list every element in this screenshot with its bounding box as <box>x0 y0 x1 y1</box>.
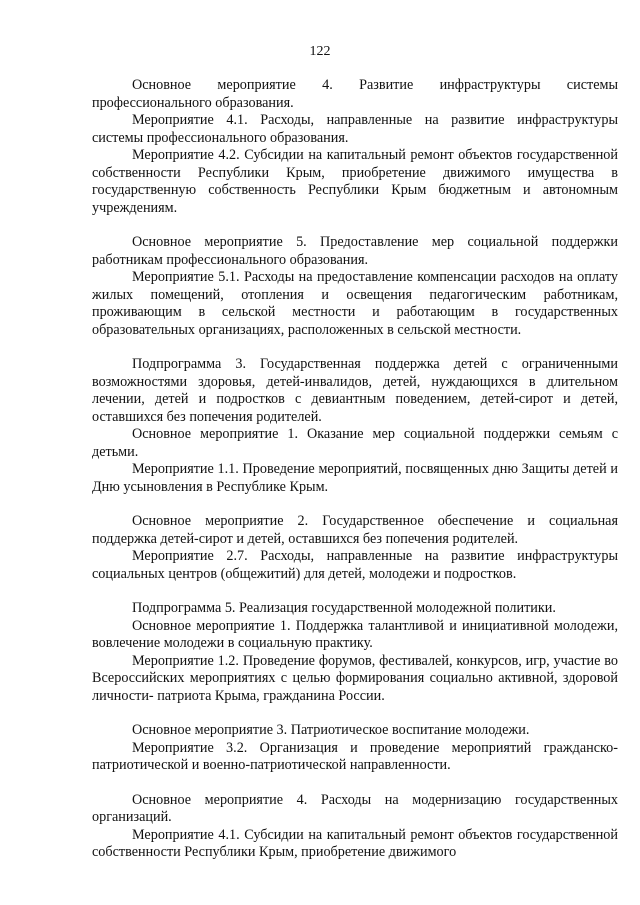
paragraph: Основное мероприятие 5. Предоставление мер социальной поддержки работникам профессионального образования. <box>92 234 618 268</box>
paragraph-gap <box>92 339 618 356</box>
paragraph: Мероприятие 4.1. Расходы, направленные на развитие инфраструктуры системы профессионального образования. <box>92 112 618 146</box>
paragraph: Основное мероприятие 2. Государственное обеспечение и социальная поддержка детей-сирот и детей, оставшихся без попечения родителей. <box>92 513 618 547</box>
document-body <box>92 77 618 862</box>
page-number: 122 <box>309 44 331 59</box>
paragraph: Мероприятие 5.1. Расходы на предоставление компенсации расходов на оплату жилых помещений, отопления и освещения педагогическим работникам, проживающим в сельской местности и работающим в государственных образовательных организациях, расположенных в сельской местности. <box>92 269 618 338</box>
paragraph: Основное мероприятие 4. Развитие инфраструктуры системы профессионального образования. <box>92 77 618 111</box>
paragraph: Мероприятие 2.7. Расходы, направленные на развитие инфраструктуры социальных центров (общежитий) для детей, молодежи и подростков. <box>92 548 618 582</box>
paragraph: Подпрограмма 3. Государственная поддержка детей с ограниченными возможностями здоровья, детей-инвалидов, детей, нуждающихся в длительном лечении, детей и подростков с девиантным поведением, детей-сирот и детей, оставшихся без попечения родителей. <box>92 356 618 425</box>
paragraph: Мероприятие 4.2. Субсидии на капитальный ремонт объектов государственной собственности Республики Крым, приобретение движимого имущества в государственную собственность Республики Крым бюджетным и автономным учреждениям. <box>92 147 618 216</box>
paragraph: Основное мероприятие 4. Расходы на модернизацию государственных организаций. <box>92 791 618 825</box>
paragraph: Мероприятие 1.2. Проведение форумов, фестивалей, конкурсов, игр, участие во Всероссийских мероприятиях с целью формирования социально активной, здоровой личности- патриота Крыма, гражданина России. <box>92 652 618 704</box>
paragraph-gap <box>92 705 618 722</box>
paragraph: Мероприятие 4.1. Субсидии на капитальный ремонт объектов государственной собственности Республики Крым, приобретение движимого <box>92 826 618 860</box>
paragraph: Мероприятие 3.2. Организация и проведение мероприятий гражданско-патриотической и военно-патриотической направленности. <box>92 739 618 773</box>
paragraph: Основное мероприятие 1. Оказание мер социальной поддержки семьям с детьми. <box>92 426 618 460</box>
paragraph-gap <box>92 217 618 234</box>
paragraph-gap <box>92 583 618 600</box>
paragraph-gap <box>92 496 618 513</box>
paragraph: Мероприятие 1.1. Проведение мероприятий, посвященных дню Защиты детей и Дню усыновления в Республике Крым. <box>92 461 618 495</box>
paragraph: Подпрограмма 5. Реализация государственной молодежной политики. <box>132 600 556 616</box>
paragraph: Основное мероприятие 1. Поддержка талантливой и инициативной молодежи, вовлечение молодежи в социальную практику. <box>92 617 618 651</box>
paragraph-gap <box>92 775 618 792</box>
paragraph: Основное мероприятие 3. Патриотическое воспитание молодежи. <box>132 722 530 738</box>
